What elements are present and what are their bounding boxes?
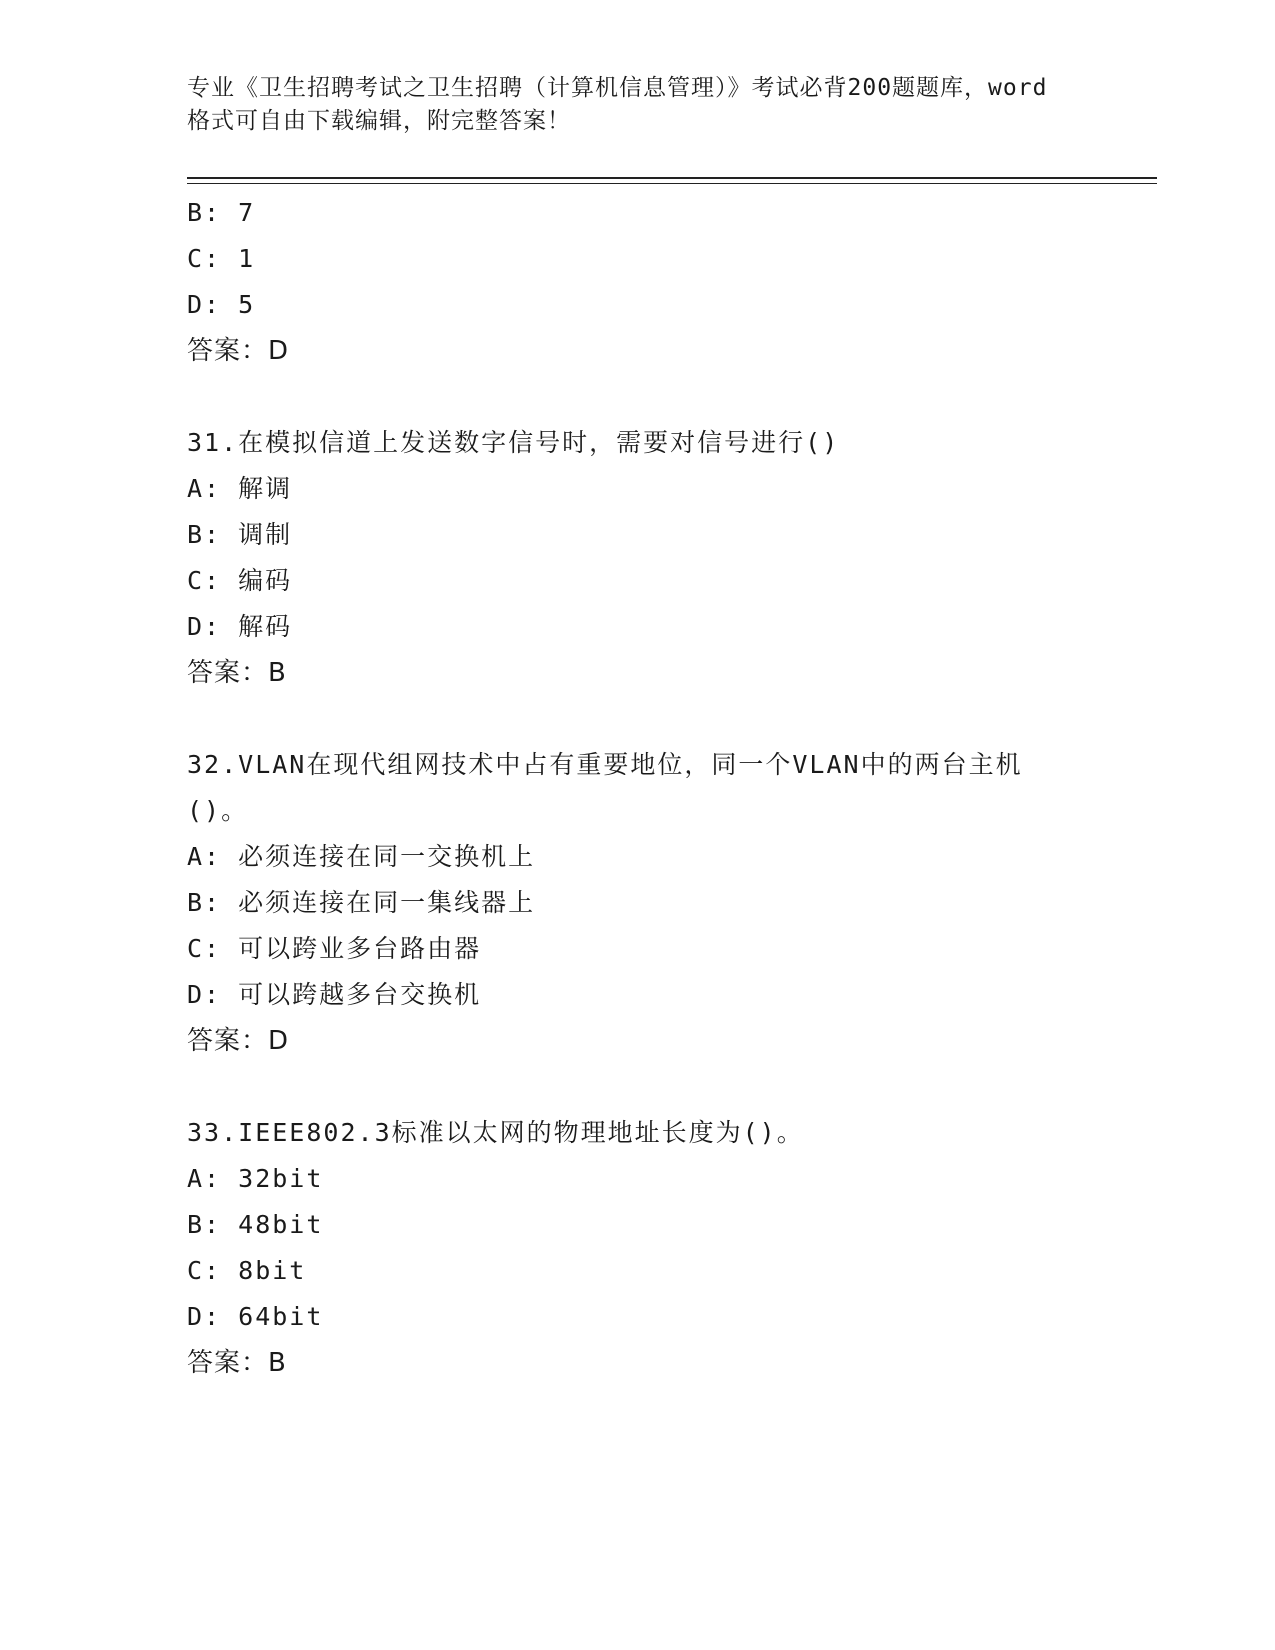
option-a: A: 32bit	[187, 1164, 324, 1193]
option-d: D: 5	[187, 290, 256, 319]
question-text: 31.在模拟信道上发送数字信号时，需要对信号进行()	[187, 428, 840, 457]
option-b: B: 7	[187, 198, 256, 227]
question-spacer	[187, 696, 1147, 742]
question-32-block	[187, 742, 1147, 1064]
question-33-block	[187, 1110, 1147, 1386]
answer-line: 答案：D	[187, 336, 290, 366]
option-a: A: 解调	[187, 474, 293, 503]
option-b: B: 48bit	[187, 1210, 324, 1239]
question-list	[187, 190, 1147, 1386]
answer-line: 答案：D	[187, 1026, 290, 1056]
option-c: C: 1	[187, 244, 256, 273]
question-text: 33.IEEE802.3标准以太网的物理地址长度为()。	[187, 1118, 804, 1147]
header-divider-thin	[187, 183, 1157, 184]
option-c: C: 可以跨业多台路由器	[187, 934, 482, 963]
question-30-block	[187, 190, 1147, 374]
question-31-block	[187, 420, 1147, 696]
option-a: A: 必须连接在同一交换机上	[187, 842, 536, 871]
answer-line: 答案：B	[187, 1348, 287, 1378]
option-b: B: 必须连接在同一集线器上	[187, 888, 536, 917]
question-text-line-2: ()。	[187, 796, 249, 825]
header-line-1: 专业《卫生招聘考试之卫生招聘（计算机信息管理）》考试必背200题题库，word	[187, 75, 1048, 101]
question-spacer	[187, 1064, 1147, 1110]
answer-line: 答案：B	[187, 658, 287, 688]
option-d: D: 解码	[187, 612, 293, 641]
header-divider-thick	[187, 177, 1157, 179]
document-header	[187, 72, 1097, 138]
question-spacer	[187, 374, 1147, 420]
question-text-line-1: 32.VLAN在现代组网技术中占有重要地位，同一个VLAN中的两台主机	[187, 750, 1023, 779]
option-b: B: 调制	[187, 520, 293, 549]
option-c: C: 编码	[187, 566, 293, 595]
option-d: D: 可以跨越多台交换机	[187, 980, 482, 1009]
option-c: C: 8bit	[187, 1256, 307, 1285]
header-line-2: 格式可自由下载编辑，附完整答案！	[187, 108, 571, 134]
option-d: D: 64bit	[187, 1302, 324, 1331]
